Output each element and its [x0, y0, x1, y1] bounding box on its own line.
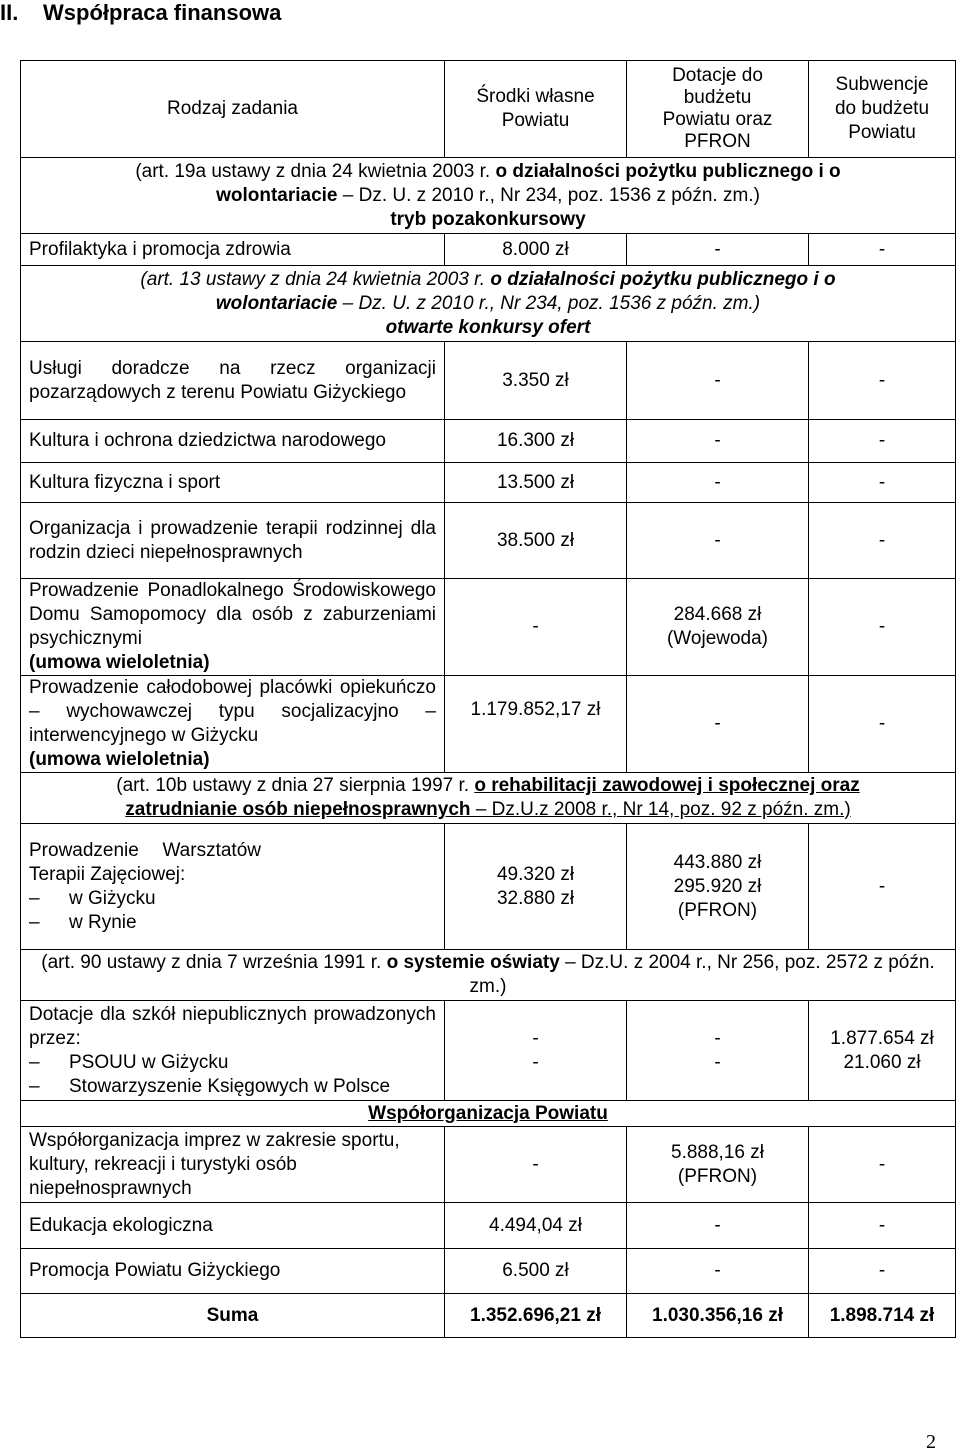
law-basis-row [21, 266, 956, 342]
section-number: II. [0, 0, 19, 25]
table-row: Usługi doradcze na rzecz organizacji pozarządowych z terenu Powiatu Giżyckiego 3.350 zł - - [21, 342, 956, 420]
header-srodki: Środki własne Powiatu [445, 61, 627, 158]
section-title: Współpraca finansowa [43, 0, 282, 25]
header-subwencje: Subwencje do budżetu Powiatu [809, 61, 956, 158]
table-row: Profilaktyka i promocja zdrowia 8.000 zł - - [21, 234, 956, 266]
sum-label: Suma [21, 1294, 445, 1338]
table-row: Prowadzenie Warsztatów Terapii Zajęciowej: – w Giżycku – w Rynie 49.320 zł 32.880 zł 443.880 zł 295.920 zł (PFRON) - [21, 824, 956, 950]
header-row [21, 61, 956, 158]
section-heading [0, 0, 281, 26]
sum-subwencje: 1.898.714 zł [809, 1294, 956, 1338]
table-row: Edukacja ekologiczna 4.494,04 zł - - [21, 1203, 956, 1249]
law-mode: otwarte konkursy ofert [385, 316, 591, 338]
header-rodzaj: Rodzaj zadania [21, 61, 445, 158]
law-basis-row [21, 158, 956, 234]
sum-own: 1.352.696,21 zł [445, 1294, 627, 1338]
law-mode: tryb pozakonkursowy [390, 208, 586, 230]
table-row: Promocja Powiatu Giżyckiego 6.500 zł - - [21, 1249, 956, 1294]
sum-row [21, 1294, 956, 1338]
sum-dotacje: 1.030.356,16 zł [627, 1294, 809, 1338]
table-row: Kultura fizyczna i sport 13.500 zł - - [21, 463, 956, 503]
law-basis-row [21, 773, 956, 824]
subsection-row [21, 1101, 956, 1127]
table-row: Prowadzenie całodobowej placówki opiekuńczo – wychowawczej typu socjalizacyjno – interwencyjnego w Giżycku (umowa wieloletnia) 1.179.852,17 zł - - [21, 676, 956, 773]
law-basis-1: (art. 19a ustawy z dnia 24 kwietnia 2003 r. o działalności pożytku publicznego i o wolontariacie – Dz. U. z 2010 r., Nr 234, poz. 1536 z późn. zm.) tryb pozakonkursowy [21, 158, 956, 234]
table-row: Organizacja i prowadzenie terapii rodzinnej dla rodzin dzieci niepełnosprawnych 38.500 zł - - [21, 503, 956, 579]
table-row: Współorganizacja imprez w zakresie sportu, kultury, rekreacji i turystyki osób niepełnosprawnych - 5.888,16 zł (PFRON) - [21, 1127, 956, 1203]
page-number: 2 [926, 1431, 936, 1453]
table-row: Kultura i ochrona dziedzictwa narodowego 16.300 zł - - [21, 420, 956, 463]
subsection-title: Współorganizacja Powiatu [21, 1101, 956, 1127]
table-row: Dotacje dla szkół niepublicznych prowadzonych przez: – PSOUU w Giżycku – Stowarzyszenie Księgowych w Polsce - - - - 1.877.654 zł 21.060 zł [21, 1001, 956, 1101]
financial-cooperation-table [20, 60, 956, 1338]
law-basis-row [21, 950, 956, 1001]
law-basis-4: (art. 90 ustawy z dnia 7 września 1991 r. o systemie oświaty – Dz.U. z 2004 r., Nr 256, poz. 2572 z późn. zm.) [21, 950, 956, 1001]
table-row: Prowadzenie Ponadlokalnego Środowiskowego Domu Samopomocy dla osób z zaburzeniami psychicznymi (umowa wieloletnia) - 284.668 zł (Wojewoda) - [21, 579, 956, 676]
header-dotacje: Dotacje do budżetu Powiatu oraz PFRON [627, 61, 809, 158]
law-basis-3: (art. 10b ustawy z dnia 27 sierpnia 1997 r. o rehabilitacji zawodowej i społecznej oraz zatrudnianie osób niepełnosprawnych – Dz.U.z 2008 r., Nr 14, poz. 92 z późn. zm.) [21, 773, 956, 824]
law-basis-2: (art. 13 ustawy z dnia 24 kwietnia 2003 r. o działalności pożytku publicznego i o wolontariacie – Dz. U. z 2010 r., Nr 234, poz. 1536 z późn. zm.) otwarte konkursy ofert [21, 266, 956, 342]
